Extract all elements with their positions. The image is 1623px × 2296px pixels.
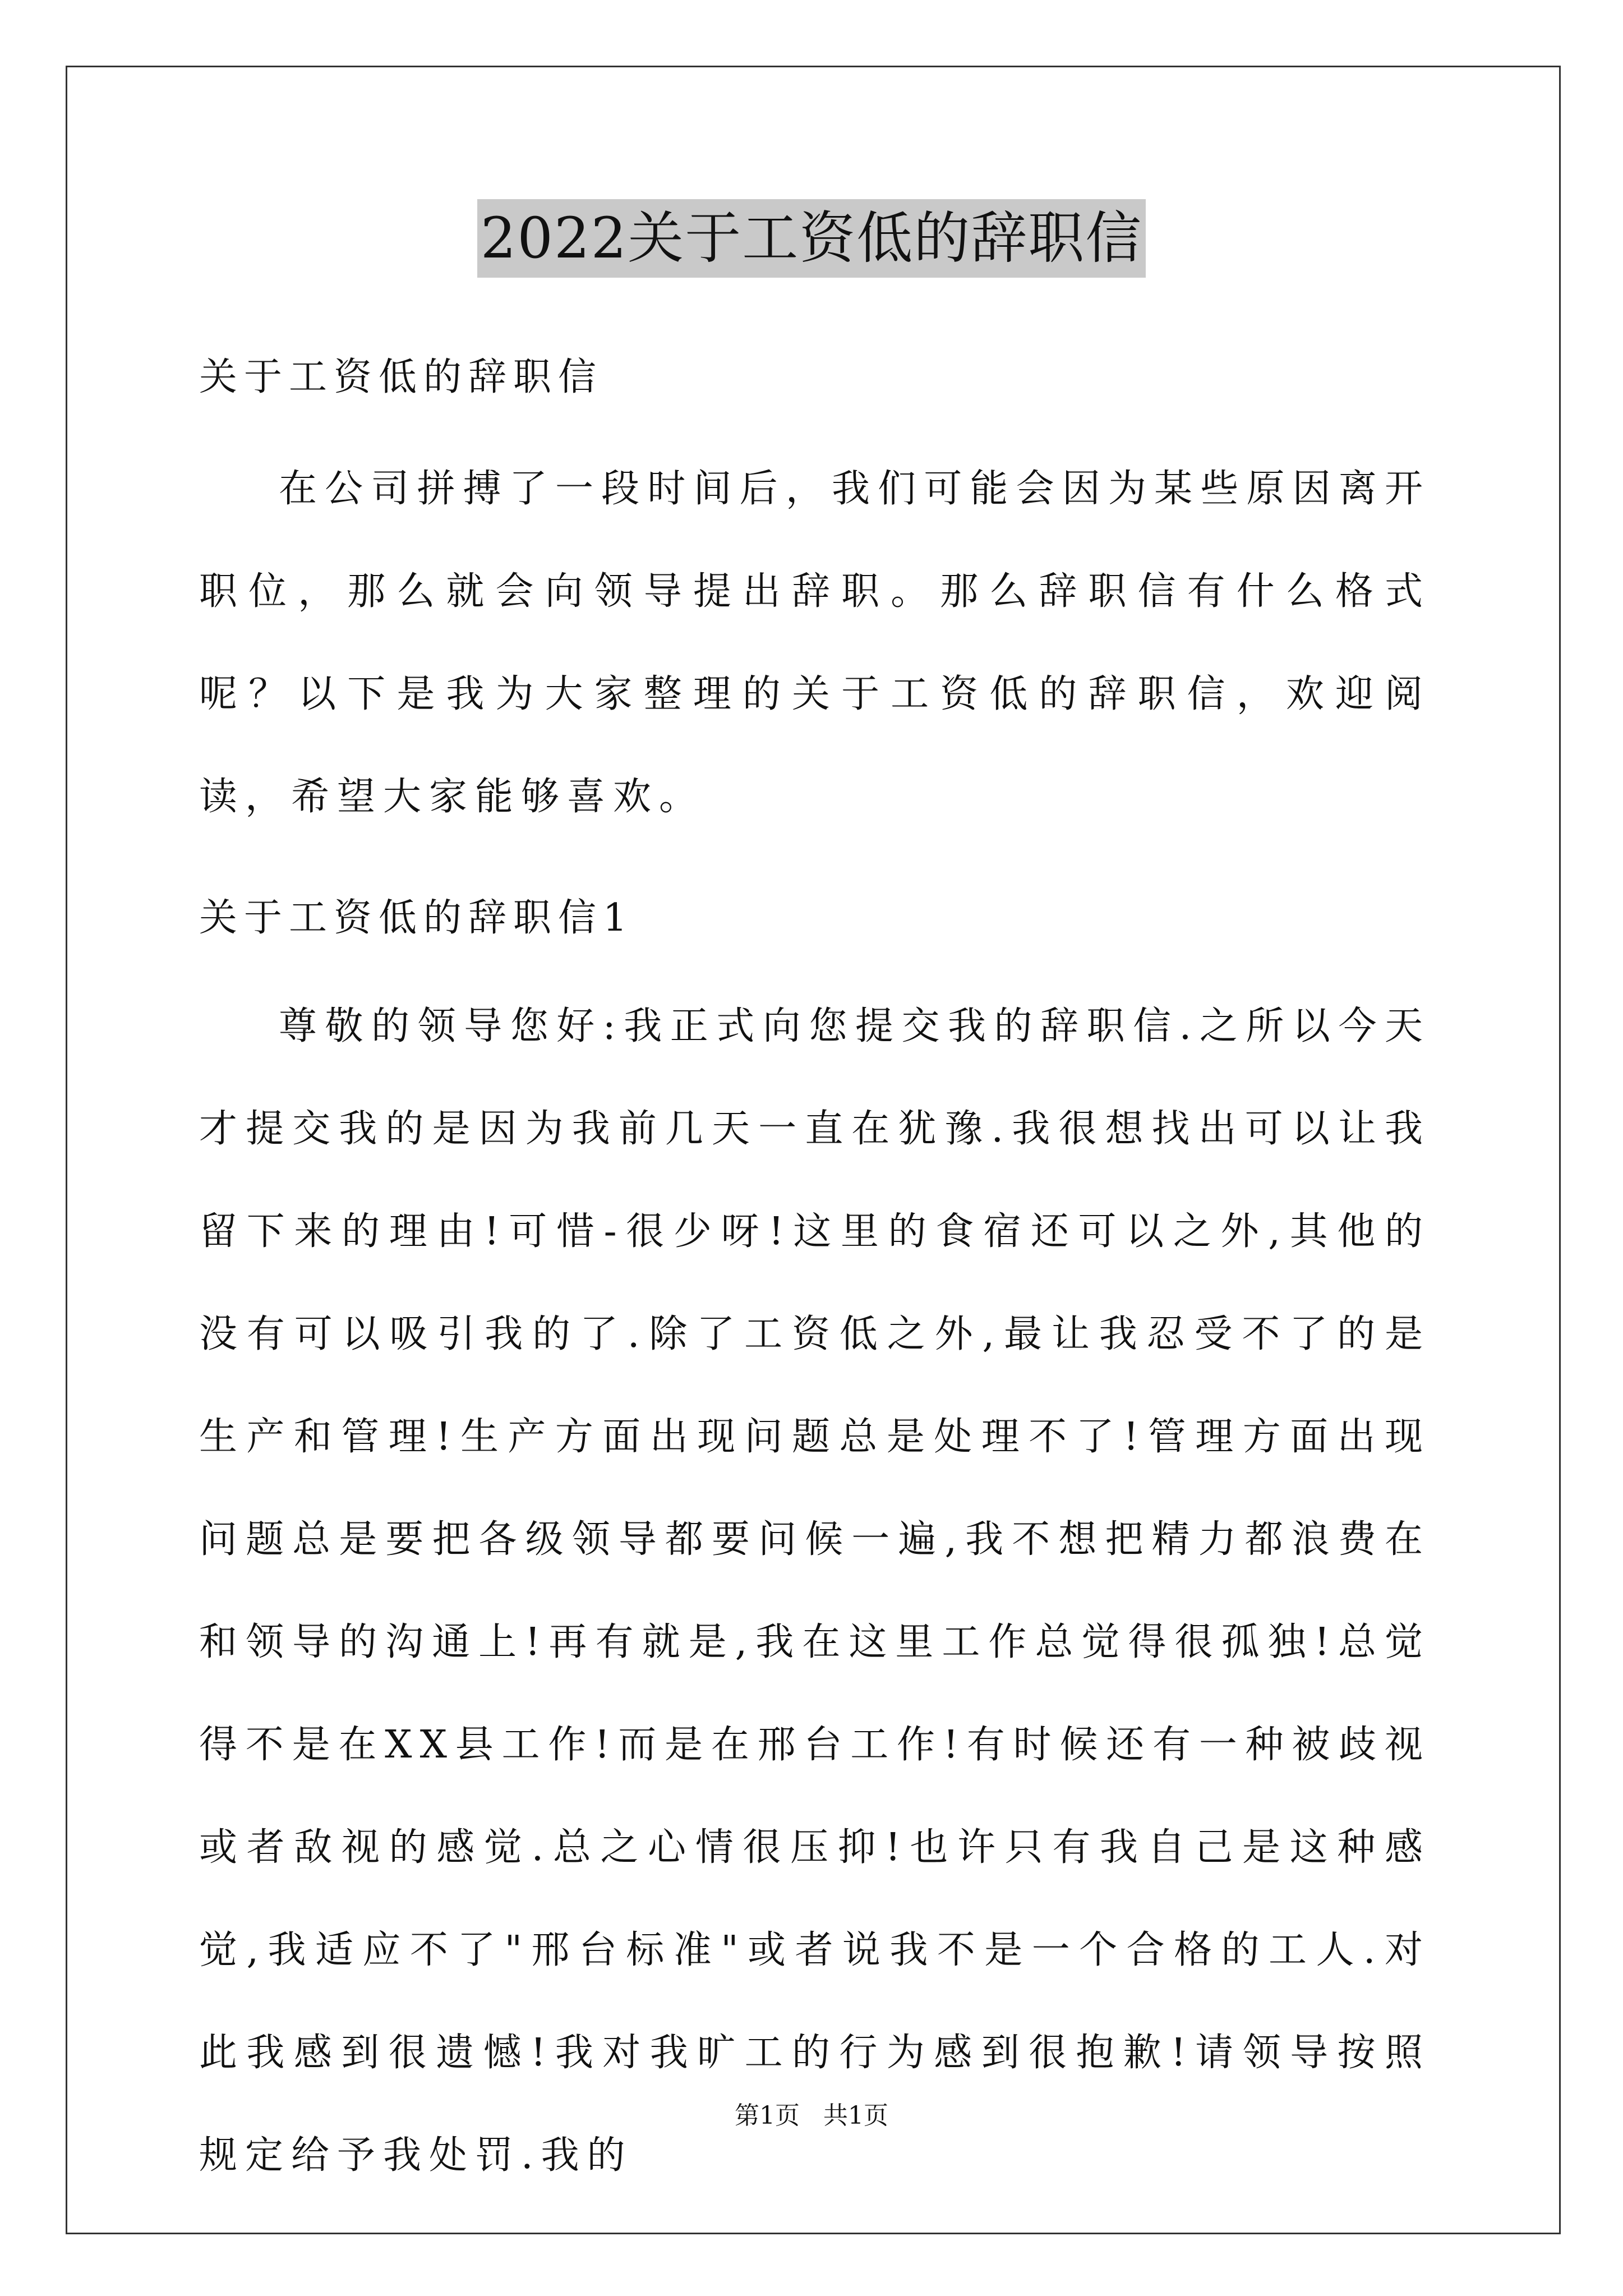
- page-footer: 第1页 共1页: [735, 2101, 888, 2130]
- section-1-paragraph: 尊敬的领导您好:我正式向您提交我的辞职信.之所以今天才提交我的是因为我前几天一直在犹豫.我很想找出可以让我留下来的理由!可惜-很少呀!这里的食宿还可以之外,其他的没有可以吸引我的了.除了工资低之外,最让我忍受不了的是生产和管理!生产方面出现问题总是处理不了!管理方面出现问题总是要把各级领导都要问候一遍,我不想把精力都浪费在和领导的沟通上!再有就是,我在这里工作总觉得很孤独!总觉得不是在XX县工作!而是在邢台工作!有时候还有一种被歧视或者敌视的感觉.总之心情很压抑!也许只有我自己是这种感觉,我适应不了"邢台标准"或者说我不是一个合格的工人.对此我感到很遗憾!我对我旷工的行为感到很抱歉!请领导按照规定给予我处罚.我的: [199, 1004, 1431, 2178]
- title-container: [0, 199, 1623, 278]
- intro-paragraph: 在公司拼搏了一段时间后，我们可能会因为某些原因离开职位，那么就会向领导提出辞职。那么辞职信有什么格式呢？以下是我为大家整理的关于工资低的辞职信，欢迎阅读，希望大家能够喜欢。: [199, 467, 1431, 819]
- section-1-heading: 关于工资低的辞职信1: [199, 896, 634, 940]
- section-1-body: [199, 975, 1431, 2207]
- main-heading: 关于工资低的辞职信: [199, 355, 603, 399]
- document-title: 2022关于工资低的辞职信: [477, 199, 1146, 278]
- intro-section: [199, 438, 1431, 848]
